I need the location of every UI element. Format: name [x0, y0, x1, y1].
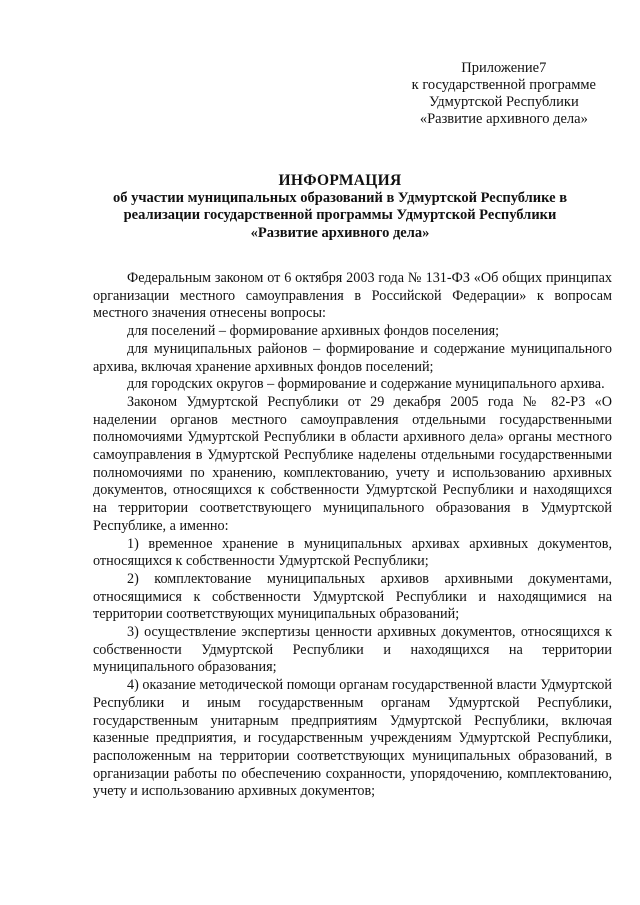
title-line-1: об участии муниципальных образований в Удмуртской Республике в	[112, 189, 568, 206]
appendix-header	[412, 60, 596, 128]
paragraph-federal-law: Федеральным законом от 6 октября 2003 года № 131-ФЗ «Об общих принципах организации местного самоуправления в Российской Федерации» к вопросам местного значения отнесены вопросы:	[93, 270, 612, 322]
paragraph-municipal-districts: для муниципальных районов – формирование и содержание муниципального архива, включая хранение архивных фондов поселений;	[93, 340, 612, 375]
appendix-program-ref: к государственной программе	[411, 77, 596, 93]
list-item-1: 1) временное хранение в муниципальных архивах архивных документов, относящихся к собственности Удмуртской Республики;	[93, 535, 612, 570]
paragraph-republic-law: Законом Удмуртской Республики от 29 декабря 2005 года № 82-РЗ «О наделении органов местного самоуправления отдельными государственными полномочиями Удмуртской Республики в области архивного дела» органы местного самоуправления в Удмуртской Республике наделены отдельными государственными полномочиями по хранению, комплектованию, учету и использованию архивных документов, относящихся к собственности Удмуртской Республики и находящихся на территории соответствующего муниципального образования в Удмуртской Республике, а именно:	[93, 393, 612, 534]
appendix-republic: Удмуртской Республики	[428, 94, 579, 110]
title-main: ИНФОРМАЦИЯ	[278, 172, 402, 189]
appendix-program-name: «Развитие архивного дела»	[419, 111, 588, 127]
title-line-3: «Развитие архивного дела»	[250, 224, 430, 241]
title-line-2: реализации государственной программы Удмуртской Республики	[123, 207, 557, 223]
document-title	[100, 172, 580, 242]
document-body	[93, 270, 612, 801]
list-item-4: 4) оказание методической помощи органам государственной власти Удмуртской Республики и иным государственным органам Удмуртской Республики, государственным унитарным предприятиям Удмуртской Республики, включая казенные предприятия, и государственным учреждениям Удмуртской Республики, расположенным на территории соответствующих муниципальных образований, в организации работы по обеспечению сохранности, упорядочению, комплектованию, учету и использованию архивных документов;	[93, 677, 612, 800]
list-item-3: 3) осуществление экспертизы ценности архивных документов, относящихся к собственности Удмуртской Республики и находящихся на территории муниципального образования;	[93, 624, 612, 676]
appendix-number: Приложение7	[461, 60, 547, 76]
paragraph-settlements: для поселений – формирование архивных фондов поселения;	[127, 323, 500, 340]
list-item-2: 2) комплектование муниципальных архивов архивными документами, относящимися к собственности Удмуртской Республики и находящимися на территории соответствующих муниципальных образований;	[93, 570, 612, 623]
paragraph-city-districts: для городских округов – формирование и содержание муниципального архива.	[127, 376, 605, 393]
